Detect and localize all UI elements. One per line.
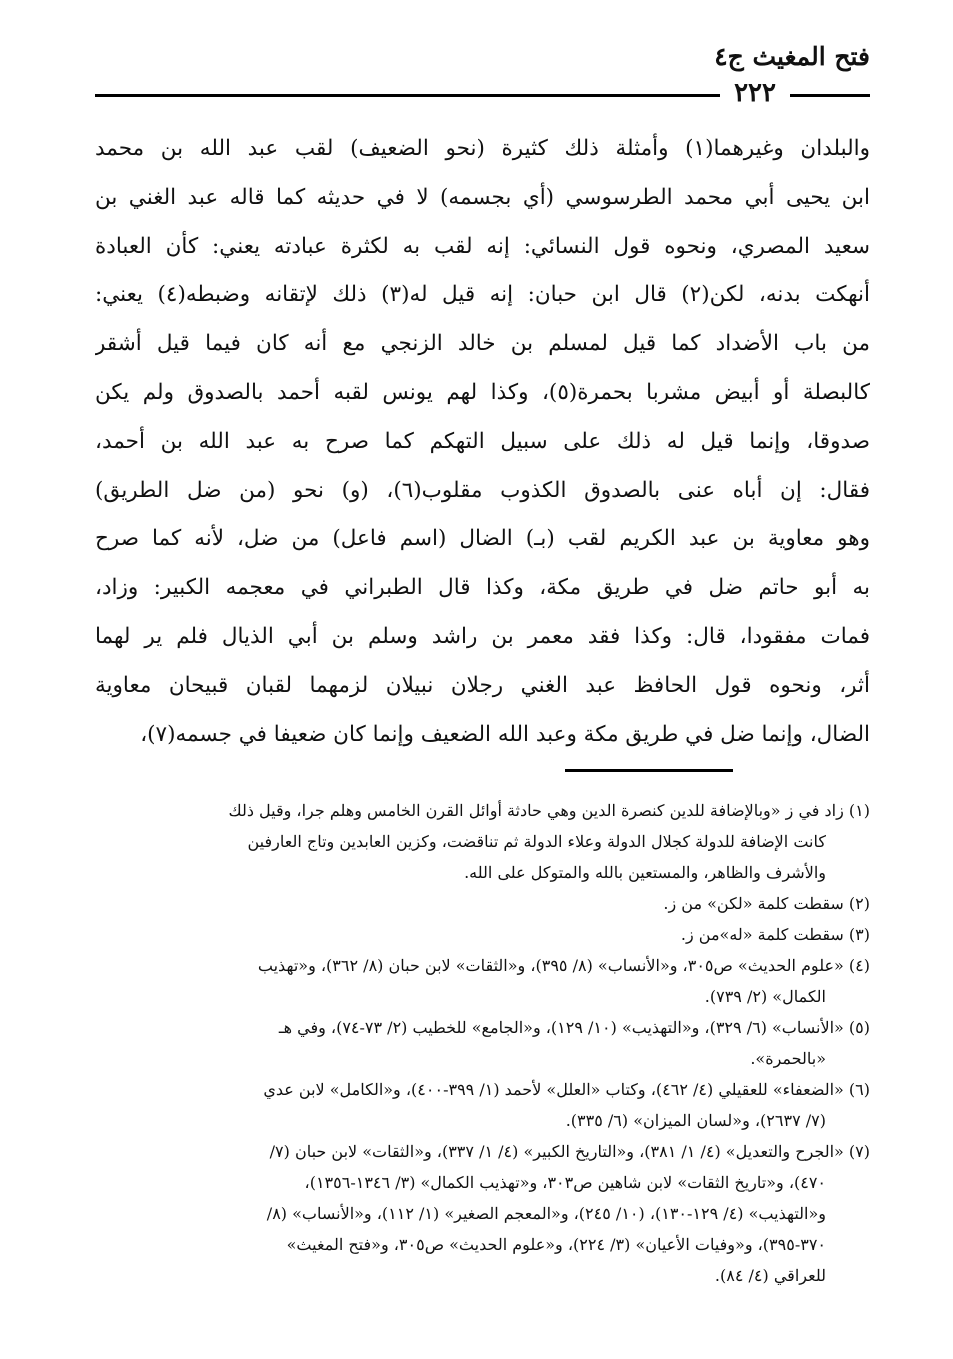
footnote-3: (٣) سقطت كلمة «له»من ز. <box>680 925 870 944</box>
footnote-1-cont: والأشرف والظاهر، والمستعين بالله والمتوكل على الله. <box>464 863 826 882</box>
page-number: ٢٢٢ <box>720 78 790 108</box>
text-line: من باب الأضداد كما قيل لمسلم بن خالد الزنجي مع أنه كان فيما قيل أشقر <box>95 331 870 357</box>
footnote-1: (١) زاد في ز «وبالإضافة للدين كنصرة الدين وهي حادثة أوائل القرن الخامس وهلم جرا، وقيل ذلك <box>228 801 870 820</box>
footnote-7-cont: و«التهذيب» (٤/ ١٢٩-١٣٠)، (١٠/ ٢٤٥)، و«المعجم الصغير» (١/ ١١٢)، و«الأنساب» (٨/ <box>266 1204 826 1223</box>
footnote-7: (٧) «الجرح والتعديل» (٤/ ١/ ٣٨١)، و«التاريخ الكبير» (٤/ ١/ ٣٣٧)، و«الثقات» لابن حبان (٧/ <box>269 1142 870 1161</box>
text-line: والبلدان وغيرهما(١) وأمثلة ذلك كثيرة (نحو الضعيف) لقب عبد الله بن محمد <box>95 136 870 161</box>
footnote-7-cont: للعراقي (٤/ ٨٤). <box>714 1266 826 1285</box>
text-line: فمات مفقودا، قال: وكذا فقد معمر بن راشد وسلم بن أبي الذيال فلم ير لهما <box>95 623 870 649</box>
footnotes <box>95 795 870 1291</box>
book-title: فتح المغيث ج٤ <box>714 42 870 71</box>
page-header <box>95 42 870 112</box>
footnote-6: (٦) «الضعفاء» للعقيلي (٤/ ٤٦٢)، وكتاب «العلل» لأحمد (١/ ٣٩٩-٤٠٠)، و«الكامل» لابن عدي <box>263 1080 870 1099</box>
text-line: وهو معاوية بن عبد الكريم لقب (بـ) الضال (اسم فاعل) من ضل، لأنه كما صرح <box>95 526 870 552</box>
text-line: سعيد المصري، ونحوه قول النسائي: إنه لقب به لكثرة عبادته يعني: كأن العبادة <box>95 233 870 259</box>
footnote-separator <box>565 769 733 772</box>
text-line: أثر، ونحوه قول الحافظ عبد الغني رجلان نبيلان لزمهما لقبان قبيحان معاوية <box>95 672 870 698</box>
footnote-7-cont: ٤٧٠)، و«تاريخ الثقات» لابن شاهين ص٣٠٣، و«تهذيب الكمال» (٣/ ١٣٤٦-١٣٥٦)، <box>304 1173 826 1192</box>
footnote-5: (٥) «الأنساب» (٦/ ٣٢٩)، و«التهذيب» (١٠/ ١٢٩)، و«الجامع» للخطيب (٢/ ٧٣-٧٤)، وفي هـ <box>278 1018 870 1037</box>
footnote-5-cont: «بالحمرة». <box>750 1049 826 1068</box>
footnote-1-cont: كانت الإضافة للدولة كجلال الدولة وعلاء الدولة ثم تناقضت، وكزين العابدين وتاج العارفين <box>247 832 826 851</box>
footnote-6-cont: (٧/ ٢٦٣٧)، و«لسان الميزان» (٦/ ٣٣٥). <box>565 1111 826 1130</box>
footnote-2: (٢) سقطت كلمة «لكن» من ز. <box>663 894 870 913</box>
text-line: أنهكت بدنه، لكن(٢) قال ابن حبان: إنه قيل له(٣) ذلك لإتقانه وضبطه(٤) يعني: <box>95 282 870 308</box>
text-line: صدوقا، وإنما قيل له ذلك على سبيل التهكم كما صرح به عبد الله بن أحمد، <box>95 428 870 454</box>
footnote-4-cont: الكمال» (٢/ ٧٣٩). <box>704 987 826 1006</box>
text-line: الضال، وإنما ضل في طريق مكة وعبد الله الضعيف وإنما كان ضعيفا في جسمه(٧)، <box>140 721 870 747</box>
main-text <box>95 125 870 759</box>
text-line: كالبصلة أو أبيض مشربا بحمرة(٥)، وكذا لهم يونس لقبه أحمد بالصدوق ولم يكن <box>95 379 870 405</box>
text-line: به أبو حاتم ضل في طريق مكة، وكذا قال الطبراني في معجمه الكبير: وزاد، <box>95 575 870 601</box>
footnote-4: (٤) «علوم الحديث» ص٣٠٥، و«الأنساب» (٨/ ٣٩٥)، و«الثقات» لابن حبان (٨/ ٣٦٢)، و«تهذيب <box>257 956 870 975</box>
footnote-7-cont: ٣٧٠-٣٩٥)، و«وفيات الأعيان» (٣/ ٢٢٤)، و«علوم الحديث» ص٣٠٥، و«فتح المغيث» <box>286 1235 826 1254</box>
text-line: ابن يحيى أبي محمد الطرسوسي (أي بجسمه) لا في حديثه كما قاله عبد الغني بن <box>95 184 870 210</box>
text-line: فقال: إن أباه عنى بالصدوق الكذوب مقلوب(٦)، (و) نحو (من ضل الطريق) <box>95 477 870 503</box>
